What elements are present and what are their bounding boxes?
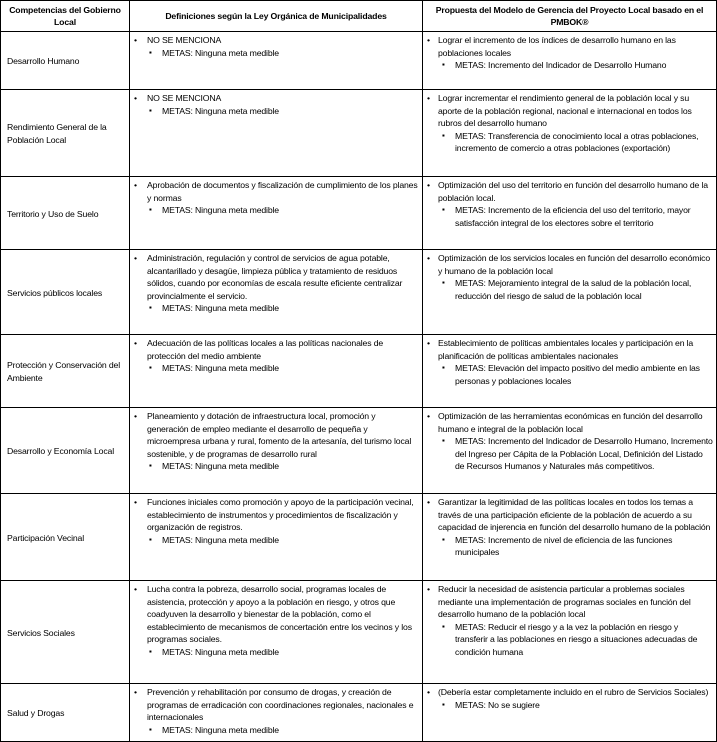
ley-bullet-text: • Administración, regulación y control de servicios de agua potable, alcantarillado y desagüe, limpieza pública y tratamiento de residuos sólidos, cuando por economías de escala resulte eficiente centralizar provincialmente el servicio. bbox=[134, 252, 419, 302]
definicion-cell bbox=[130, 494, 423, 581]
header-competencias: Competencias del Gobierno Local bbox=[1, 1, 130, 32]
ley-bullet-text: • Adecuación de las políticas locales a las políticas nacionales de protección del medio ambiente bbox=[134, 337, 419, 362]
ley-metas-text: ▪ METAS: Ninguna meta medible bbox=[134, 47, 419, 60]
propuesta-bullet-text: • Garantizar la legitimidad de las políticas locales en todos los temas a través de una participación eficiente de la población de acuerdo a su capacidad de injerencia en función del desarrollo humano de la población bbox=[427, 496, 713, 534]
header-propuesta: Propuesta del Modelo de Gerencia del Proyecto Local basado en el PMBOK® bbox=[423, 1, 717, 32]
propuesta-cell bbox=[423, 32, 717, 90]
propuesta-bullet-text: • Reducir la necesidad de asistencia particular a problemas sociales mediante una implementación de programas sociales en función del desarrollo humano de la población local bbox=[427, 583, 713, 621]
table-row bbox=[1, 335, 717, 408]
propuesta-bullet-text: • Optimización de las herramientas económicas en función del desarrollo humano e integral de la población local bbox=[427, 410, 713, 435]
ley-metas-text: ▪ METAS: Ninguna meta medible bbox=[134, 105, 419, 118]
competencia-cell: Desarrollo Humano bbox=[1, 32, 130, 90]
propuesta-cell bbox=[423, 494, 717, 581]
ley-metas-text: ▪ METAS: Ninguna meta medible bbox=[134, 534, 419, 547]
definicion-cell bbox=[130, 335, 423, 408]
propuesta-metas-text: ▪ METAS: Incremento del Indicador de Desarrollo Humano bbox=[427, 59, 713, 72]
propuesta-cell bbox=[423, 581, 717, 684]
table-row bbox=[1, 90, 717, 177]
header-definiciones: Definiciones según la Ley Orgánica de Municipalidades bbox=[130, 1, 423, 32]
propuesta-cell bbox=[423, 684, 717, 742]
ley-bullet-text: • NO SE MENCIONA bbox=[134, 34, 419, 47]
definicion-cell bbox=[130, 684, 423, 742]
propuesta-cell bbox=[423, 250, 717, 335]
ley-bullet-text: • Prevención y rehabilitación por consumo de drogas, y creación de programas de erradicación con coordinaciones regionales, nacionales e internacionales bbox=[134, 686, 419, 724]
propuesta-metas-text: ▪ METAS: Elevación del impacto positivo del medio ambiente en las personas y poblaciones locales bbox=[427, 362, 713, 387]
propuesta-metas-text: ▪ METAS: Incremento del Indicador de Desarrollo Humano, Incremento del Ingreso per Cápita de la Población Local, Definición del Listado de Recursos Humanos y Naturales más competitivos. bbox=[427, 435, 713, 473]
table-row bbox=[1, 32, 717, 90]
propuesta-cell bbox=[423, 90, 717, 177]
table-row bbox=[1, 581, 717, 684]
competencia-cell: Protección y Conservación del Ambiente bbox=[1, 335, 130, 408]
propuesta-metas-text: ▪ METAS: Incremento de la eficiencia del uso del territorio, mayor satisfacción integral de los electores sobre el territorio bbox=[427, 204, 713, 229]
propuesta-cell bbox=[423, 408, 717, 494]
table-row bbox=[1, 250, 717, 335]
propuesta-bullet-text: • (Debería estar completamente incluido en el rubro de Servicios Sociales) bbox=[427, 686, 713, 699]
propuesta-metas-text: ▪ METAS: Incremento de nivel de eficiencia de las funciones municipales bbox=[427, 534, 713, 559]
definicion-cell bbox=[130, 581, 423, 684]
propuesta-metas-text: ▪ METAS: Mejoramiento integral de la salud de la población local, reducción del riesgo de salud de la población local bbox=[427, 277, 713, 302]
ley-bullet-text: • Funciones iniciales como promoción y apoyo de la participación vecinal, establecimiento de instrumentos y procedimientos de fiscalización y organización de registros. bbox=[134, 496, 419, 534]
propuesta-metas-text: ▪ METAS: Transferencia de conocimiento local a otras poblaciones, incremento de comercio a otras poblaciones (exportación) bbox=[427, 130, 713, 155]
propuesta-bullet-text: • Establecimiento de políticas ambientales locales y participación en la planificación de políticas ambientales nacionales bbox=[427, 337, 713, 362]
definicion-cell bbox=[130, 177, 423, 250]
ley-metas-text: ▪ METAS: Ninguna meta medible bbox=[134, 724, 419, 737]
propuesta-cell bbox=[423, 335, 717, 408]
definicion-cell bbox=[130, 90, 423, 177]
table-row bbox=[1, 494, 717, 581]
propuesta-metas-text: ▪ METAS: No se sugiere bbox=[427, 699, 713, 712]
competencia-cell: Participación Vecinal bbox=[1, 494, 130, 581]
definicion-cell bbox=[130, 32, 423, 90]
header-row bbox=[1, 1, 717, 32]
competencia-cell: Rendimiento General de la Población Local bbox=[1, 90, 130, 177]
ley-bullet-text: • NO SE MENCIONA bbox=[134, 92, 419, 105]
propuesta-bullet-text: • Optimización del uso del territorio en función del desarrollo humano de la población local. bbox=[427, 179, 713, 204]
table-row bbox=[1, 177, 717, 250]
table-row bbox=[1, 684, 717, 742]
ley-bullet-text: • Planeamiento y dotación de infraestructura local, promoción y generación de empleo mediante el desarrollo de pequeña y microempresa urbana y rural, fomento de la artesanía, del turismo local sostenible, y de programas de desarrollo rural bbox=[134, 410, 419, 460]
competencia-cell: Servicios Sociales bbox=[1, 581, 130, 684]
propuesta-bullet-text: • Lograr el incremento de los índices de desarrollo humano en las poblaciones locales bbox=[427, 34, 713, 59]
competencia-cell: Desarrollo y Economía Local bbox=[1, 408, 130, 494]
competencia-cell: Territorio y Uso de Suelo bbox=[1, 177, 130, 250]
ley-metas-text: ▪ METAS: Ninguna meta medible bbox=[134, 302, 419, 315]
table-row bbox=[1, 408, 717, 494]
definicion-cell bbox=[130, 250, 423, 335]
ley-metas-text: ▪ METAS: Ninguna meta medible bbox=[134, 204, 419, 217]
ley-metas-text: ▪ METAS: Ninguna meta medible bbox=[134, 646, 419, 659]
competencia-cell: Servicios públicos locales bbox=[1, 250, 130, 335]
ley-metas-text: ▪ METAS: Ninguna meta medible bbox=[134, 362, 419, 375]
ley-metas-text: ▪ METAS: Ninguna meta medible bbox=[134, 460, 419, 473]
propuesta-cell bbox=[423, 177, 717, 250]
propuesta-bullet-text: • Optimización de los servicios locales en función del desarrollo económico y humano de la población local bbox=[427, 252, 713, 277]
definicion-cell bbox=[130, 408, 423, 494]
competencia-cell: Salud y Drogas bbox=[1, 684, 130, 742]
ley-bullet-text: • Lucha contra la pobreza, desarrollo social, programas locales de asistencia, protección y apoyo a la población en riesgo, y otros que coadyuven la desarrollo y bienestar de la población, como el establecimiento de mecanismos de concertación entre los vecinos y los programas sociales. bbox=[134, 583, 419, 646]
propuesta-bullet-text: • Lograr incrementar el rendimiento general de la población local y su aporte de la población regional, nacional e internacional en todos los rubros del desarrollo humano bbox=[427, 92, 713, 130]
propuesta-metas-text: ▪ METAS: Reducir el riesgo y a la vez la población en riesgo y transferir a las poblaciones en riesgo a situaciones adecuadas de condición humana bbox=[427, 621, 713, 659]
ley-bullet-text: • Aprobación de documentos y fiscalización de cumplimiento de los planes y normas bbox=[134, 179, 419, 204]
